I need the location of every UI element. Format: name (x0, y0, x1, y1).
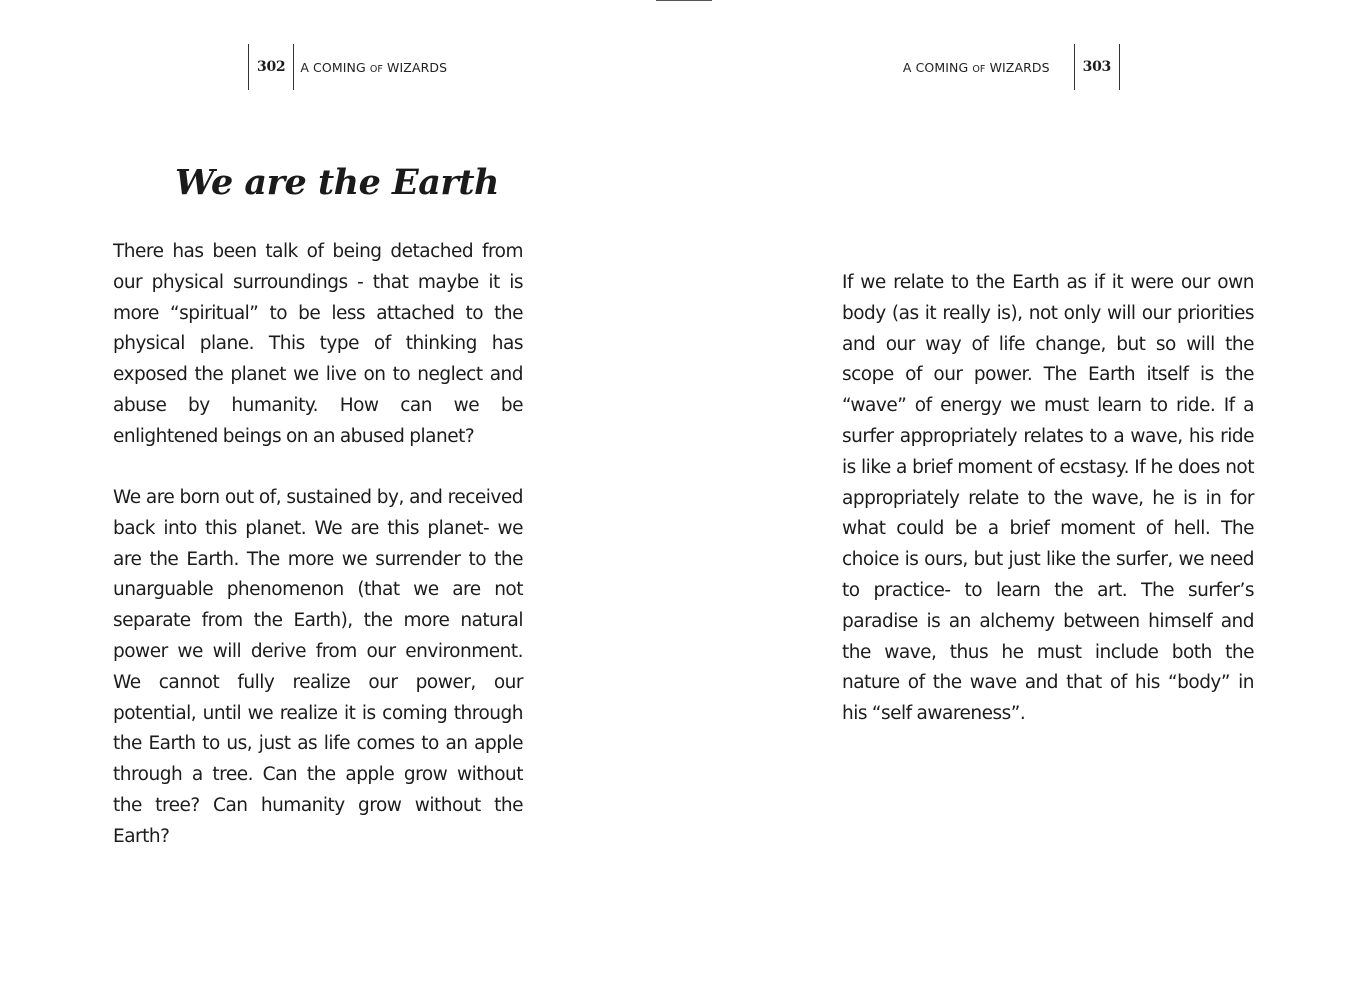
paragraph: There has been talk of being detached from our physical surroundings - that maybe it is more “spiritual” to be less attached to the physical plane. This type of thinking has exposed the planet we live on to neglect and abuse by humanity. How can we be enlightened beings on an abused planet? (113, 241, 523, 447)
page-number-left: 302 (248, 44, 294, 90)
book-title-right: A COMING OF WIZARDS (902, 59, 1050, 75)
right-page (685, 0, 1371, 986)
running-head-left (248, 44, 453, 90)
paragraph: If we relate to the Earth as if it were our own body (as it really is), not only will our priorities and our way of life change, but so will the scope of our power. The Earth itself is the “wave” of energy we must learn to ride. If a surfer appropriately relates to a wave, his ride is like a brief moment of ecstasy. If he does not appropriately relate to the wave, he is in for what could be a brief moment of hell. The choice is ours, but just like the surfer, we need to practice- to learn the art. The surfer’s paradise is an alchemy between himself and the wave, thus he must include both the nature of the wave and that of his “body” in his “self awareness”. (842, 272, 1254, 725)
book-title-left: A COMING OF WIZARDS (300, 59, 448, 75)
page-number-right: 303 (1074, 44, 1120, 90)
running-head-right (903, 44, 1120, 90)
left-page (0, 0, 685, 986)
paragraph: We are born out of, sustained by, and received back into this planet. We are this planet- we are the Earth. The more we surrender to the unarguable phenomenon (that we are not separate from the Earth), the more natural power we will derive from our environment. We cannot fully realize our power, our potential, until we realize it is coming through the Earth to us, just as life comes to an apple through a tree. Can the apple grow without the tree? Can humanity grow without the Earth? (113, 487, 523, 847)
chapter-title: We are the Earth (175, 162, 499, 203)
